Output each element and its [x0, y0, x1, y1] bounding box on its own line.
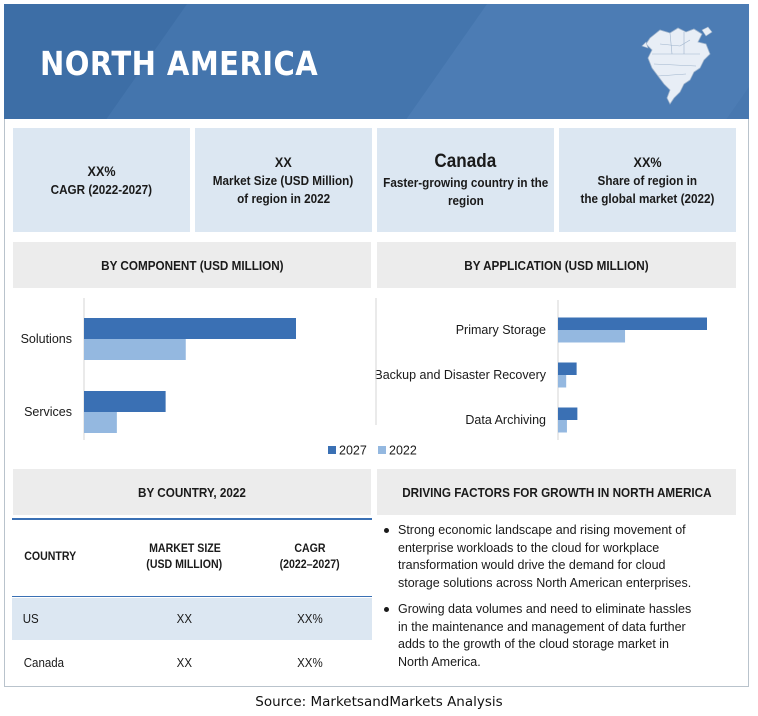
country-table: [12, 518, 372, 686]
drivers-title-text: DRIVING FACTORS FOR GROWTH IN NORTH AMERICA: [401, 484, 712, 500]
table-header-rule: [12, 596, 372, 597]
bar-solutions-2022: [84, 339, 186, 360]
category-label: Backup and Disaster Recovery: [374, 368, 546, 382]
bar-primary-storage-2022: [558, 330, 625, 343]
kpi-label: Share of region in: [597, 173, 698, 188]
kpi-label: Market Size (USD Million): [213, 173, 354, 188]
kpi-label: region: [447, 193, 484, 208]
application-chart: [374, 298, 707, 440]
bar-services-2022: [84, 412, 117, 433]
kpi-value: XX%: [633, 154, 662, 170]
bar-data-archiving-2022: [558, 420, 567, 433]
table-top-rule: [12, 518, 372, 520]
component-chart: [21, 298, 296, 440]
category-label: Data Archiving: [465, 413, 546, 427]
component-chart-title-text: BY COMPONENT (USD MILLION): [100, 257, 284, 273]
legend-swatch-2027: [328, 446, 336, 454]
country-table-title: [13, 469, 371, 515]
bar-services-2027: [84, 391, 166, 412]
category-label: Primary Storage: [455, 323, 546, 337]
row-country: US: [22, 612, 39, 626]
kpi-label: CAGR (2022-2027): [50, 182, 153, 197]
row-market-size: XX: [176, 656, 193, 670]
legend-label-2027: 2027: [339, 443, 367, 458]
bar-solutions-2027: [84, 318, 296, 339]
kpi-value: XX%: [87, 163, 116, 179]
legend-label-2022: 2022: [389, 443, 417, 458]
row-market-size: XX: [176, 612, 193, 626]
list-item: Strong economic landscape and rising movement of enterprise workloads to the cloud for workplace transformation would drive the demand for cloud storage solutions across North American enterprises.: [382, 522, 734, 592]
source-note: Source: MarketsandMarkets Analysis: [255, 694, 503, 710]
header-market-size: MARKET SIZE (USD MILLION): [146, 543, 223, 571]
kpi-label: the global market (2022): [580, 191, 715, 206]
category-label: Solutions: [20, 332, 72, 346]
bar-primary-storage-2027: [558, 318, 707, 331]
bar-backup-and-disaster-recovery-2027: [558, 363, 577, 376]
chart-legend: [328, 444, 417, 458]
row-cagr: XX%: [296, 612, 323, 626]
header-cagr: CAGR (2022–2027): [279, 543, 340, 571]
category-label: Services: [24, 405, 72, 419]
kpi-value: XX: [275, 154, 292, 170]
legend-swatch-2022: [378, 446, 386, 454]
row-country: Canada: [23, 656, 65, 670]
kpi-label: of region in 2022: [237, 191, 330, 206]
bar-backup-and-disaster-recovery-2022: [558, 375, 566, 388]
bar-data-archiving-2027: [558, 408, 577, 421]
page-title: NORTH AMERICA: [40, 44, 319, 83]
drivers-title: [377, 469, 736, 515]
table-header: [12, 532, 372, 582]
row-cagr: XX%: [296, 656, 323, 670]
drivers-list: [382, 522, 734, 680]
application-chart-title-text: BY APPLICATION (USD MILLION): [464, 257, 649, 273]
table-row: [12, 598, 372, 640]
header-country: COUNTRY: [24, 551, 77, 563]
country-table-title-text: BY COUNTRY, 2022: [138, 484, 246, 500]
table-row: [12, 642, 372, 684]
kpi-label: Faster-growing country in the: [382, 175, 549, 190]
list-item: Growing data volumes and need to eliminate hassles in the maintenance and management of data further adds to the growth of the cloud storage market in North America.: [382, 601, 734, 671]
kpi-value: Canada: [434, 151, 497, 172]
